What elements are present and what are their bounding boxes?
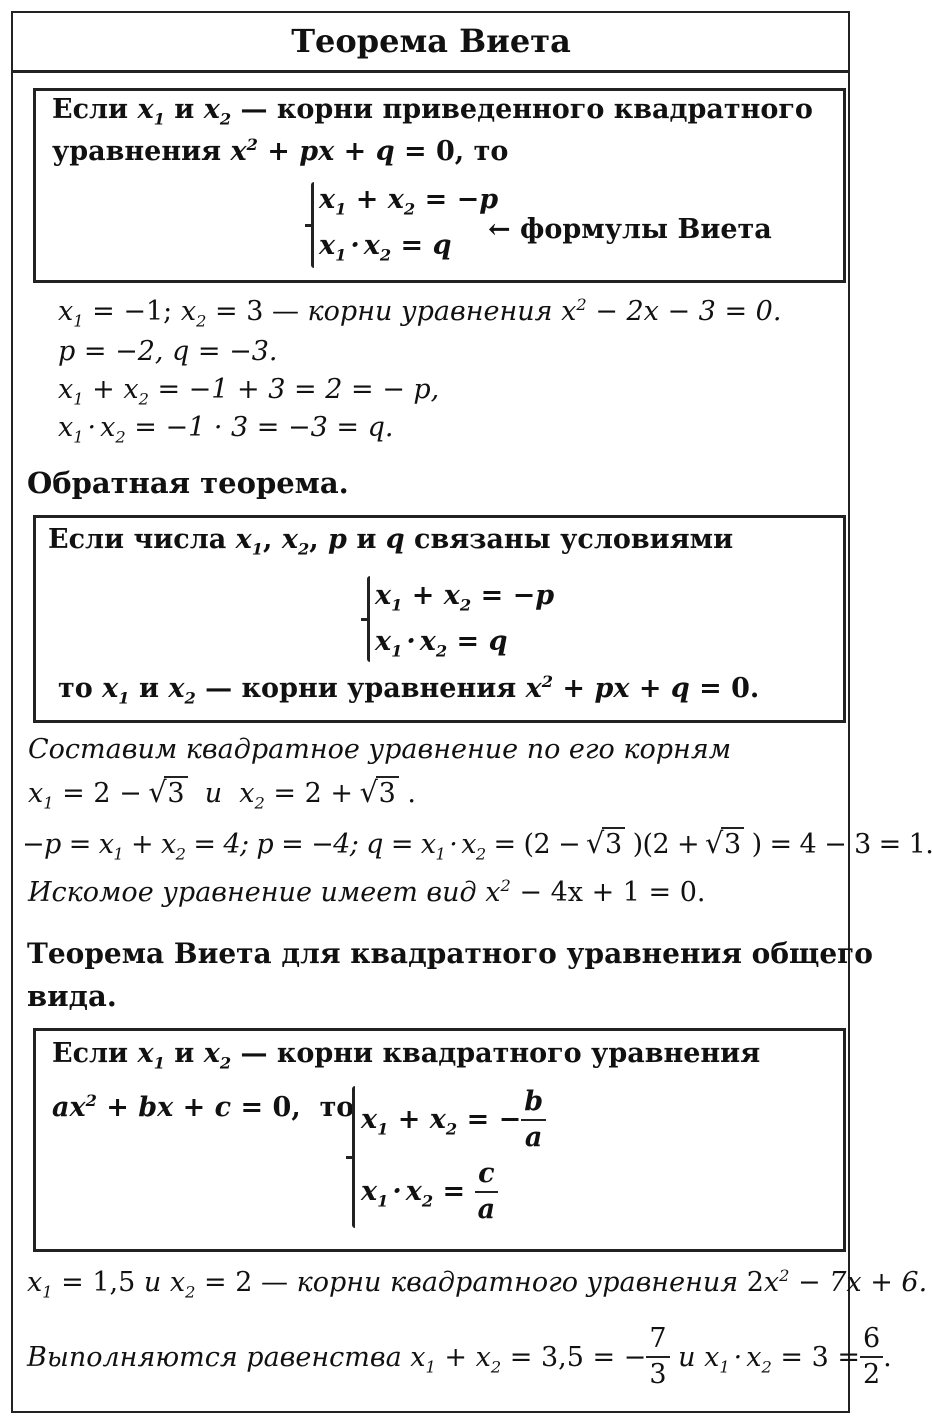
system-brace-1: [311, 182, 314, 268]
statement-text: — корни приведенного квадратного: [240, 94, 813, 125]
x2-symbol: $x_2$: [203, 94, 232, 129]
converse-statement-line2: то $x_1$ и $x_2$ — корни уравнения $x^2$ + px + q = 0.: [58, 672, 760, 708]
converse-sum-formula: $x_1 + x_2 = -p$: [375, 580, 555, 615]
general-vieta-heading-line1: Теорема Виета для квадратного уравнения общего: [27, 937, 873, 970]
general-statement-line1: Если $x_1$ и $x_2$ — корни квадратного уравнения: [52, 1038, 761, 1073]
general-vieta-heading-line2: вида.: [27, 979, 117, 1013]
example1-line3: $x_1 + x_2 = -1 + 3 = 2$ = − p,: [58, 374, 440, 409]
word-if: Если: [52, 94, 129, 125]
example1-line2: p = −2, q = −3.: [58, 336, 278, 367]
example3-line1: $x_1 = 1,5$ и $x_2 = 2$ — корни квадратного уравнения $2x^2 - 7x + 6$.: [27, 1266, 928, 1302]
converse-theorem-heading: Обратная теорема.: [27, 466, 349, 500]
vieta-formulas-annotation: ← формулы Виета: [488, 214, 772, 245]
page-title: Теорема Виета: [291, 22, 571, 60]
equation-word: уравнения: [52, 136, 222, 167]
fraction-7-3: $\frac{7}{3}$: [646, 1325, 669, 1390]
general-statement-line2: $ax^2$ + bx + c = 0, то: [52, 1091, 355, 1123]
system-brace-3: [352, 1086, 355, 1228]
vieta-statement-line2: [52, 136, 508, 167]
equation-tail: = 0,: [403, 136, 465, 167]
example2-line2: $x_1 = 2$ − √ 3 и $x_2 = 2$ + √ 3 .: [28, 778, 416, 809]
example3-line2: Выполняются равенства $x_1 + x_2$ = 3,5 = − $\frac{7}{3}$ и $x_1 \cdot x_2$ = 3 = $\frac{6}{2}$ .: [27, 1323, 892, 1391]
x1-symbol: $x_1$: [137, 94, 165, 129]
vieta-product-formula: $x_1 \cdot x_2 = q$: [319, 230, 452, 265]
example2-line3: $-p = x_1 + x_2 = 4$; p = −4; $q = x_1 \cdot x_2 = (2$ − √ 3 )(2 + √ 3 ) = 4 − 3 = 1.: [22, 829, 933, 860]
system-brace-2: [367, 576, 370, 662]
word-and: и: [174, 94, 195, 125]
fraction-6-2: $\frac{6}{2}$: [860, 1325, 883, 1390]
vieta-sum-formula: $x_1 + x_2 = -p$: [319, 184, 499, 219]
converse-statement-line1: Если числа $x_1$, $x_2$, p и q связаны условиями: [48, 524, 734, 559]
example2-line1: Составим квадратное уравнение по его корням: [28, 734, 732, 765]
example1-line1: $x_1 = -1$; $x_2 = 3$ — корни уравнения $x^2 - 2x - 3 = 0$.: [58, 295, 782, 331]
general-sum-formula: $x_1 + x_2$ = − $\frac{b}{a}$: [361, 1088, 546, 1153]
title-divider: [13, 70, 849, 73]
example2-line4: Искомое уравнение имеет вид $x^2 - 4x + 1 = 0$.: [28, 876, 706, 908]
word-then: то: [473, 136, 509, 167]
general-product-formula: $x_1 \cdot x_2$ = $\frac{c}{a}$: [361, 1160, 498, 1225]
vieta-statement-line1: [52, 94, 813, 129]
example1-line4: $x_1 \cdot x_2 = -1 \cdot 3 = -3 = q$.: [58, 412, 394, 447]
converse-product-formula: $x_1 \cdot x_2 = q$: [375, 626, 508, 661]
equation-lhs: $x^2$ + px + q: [230, 135, 395, 167]
